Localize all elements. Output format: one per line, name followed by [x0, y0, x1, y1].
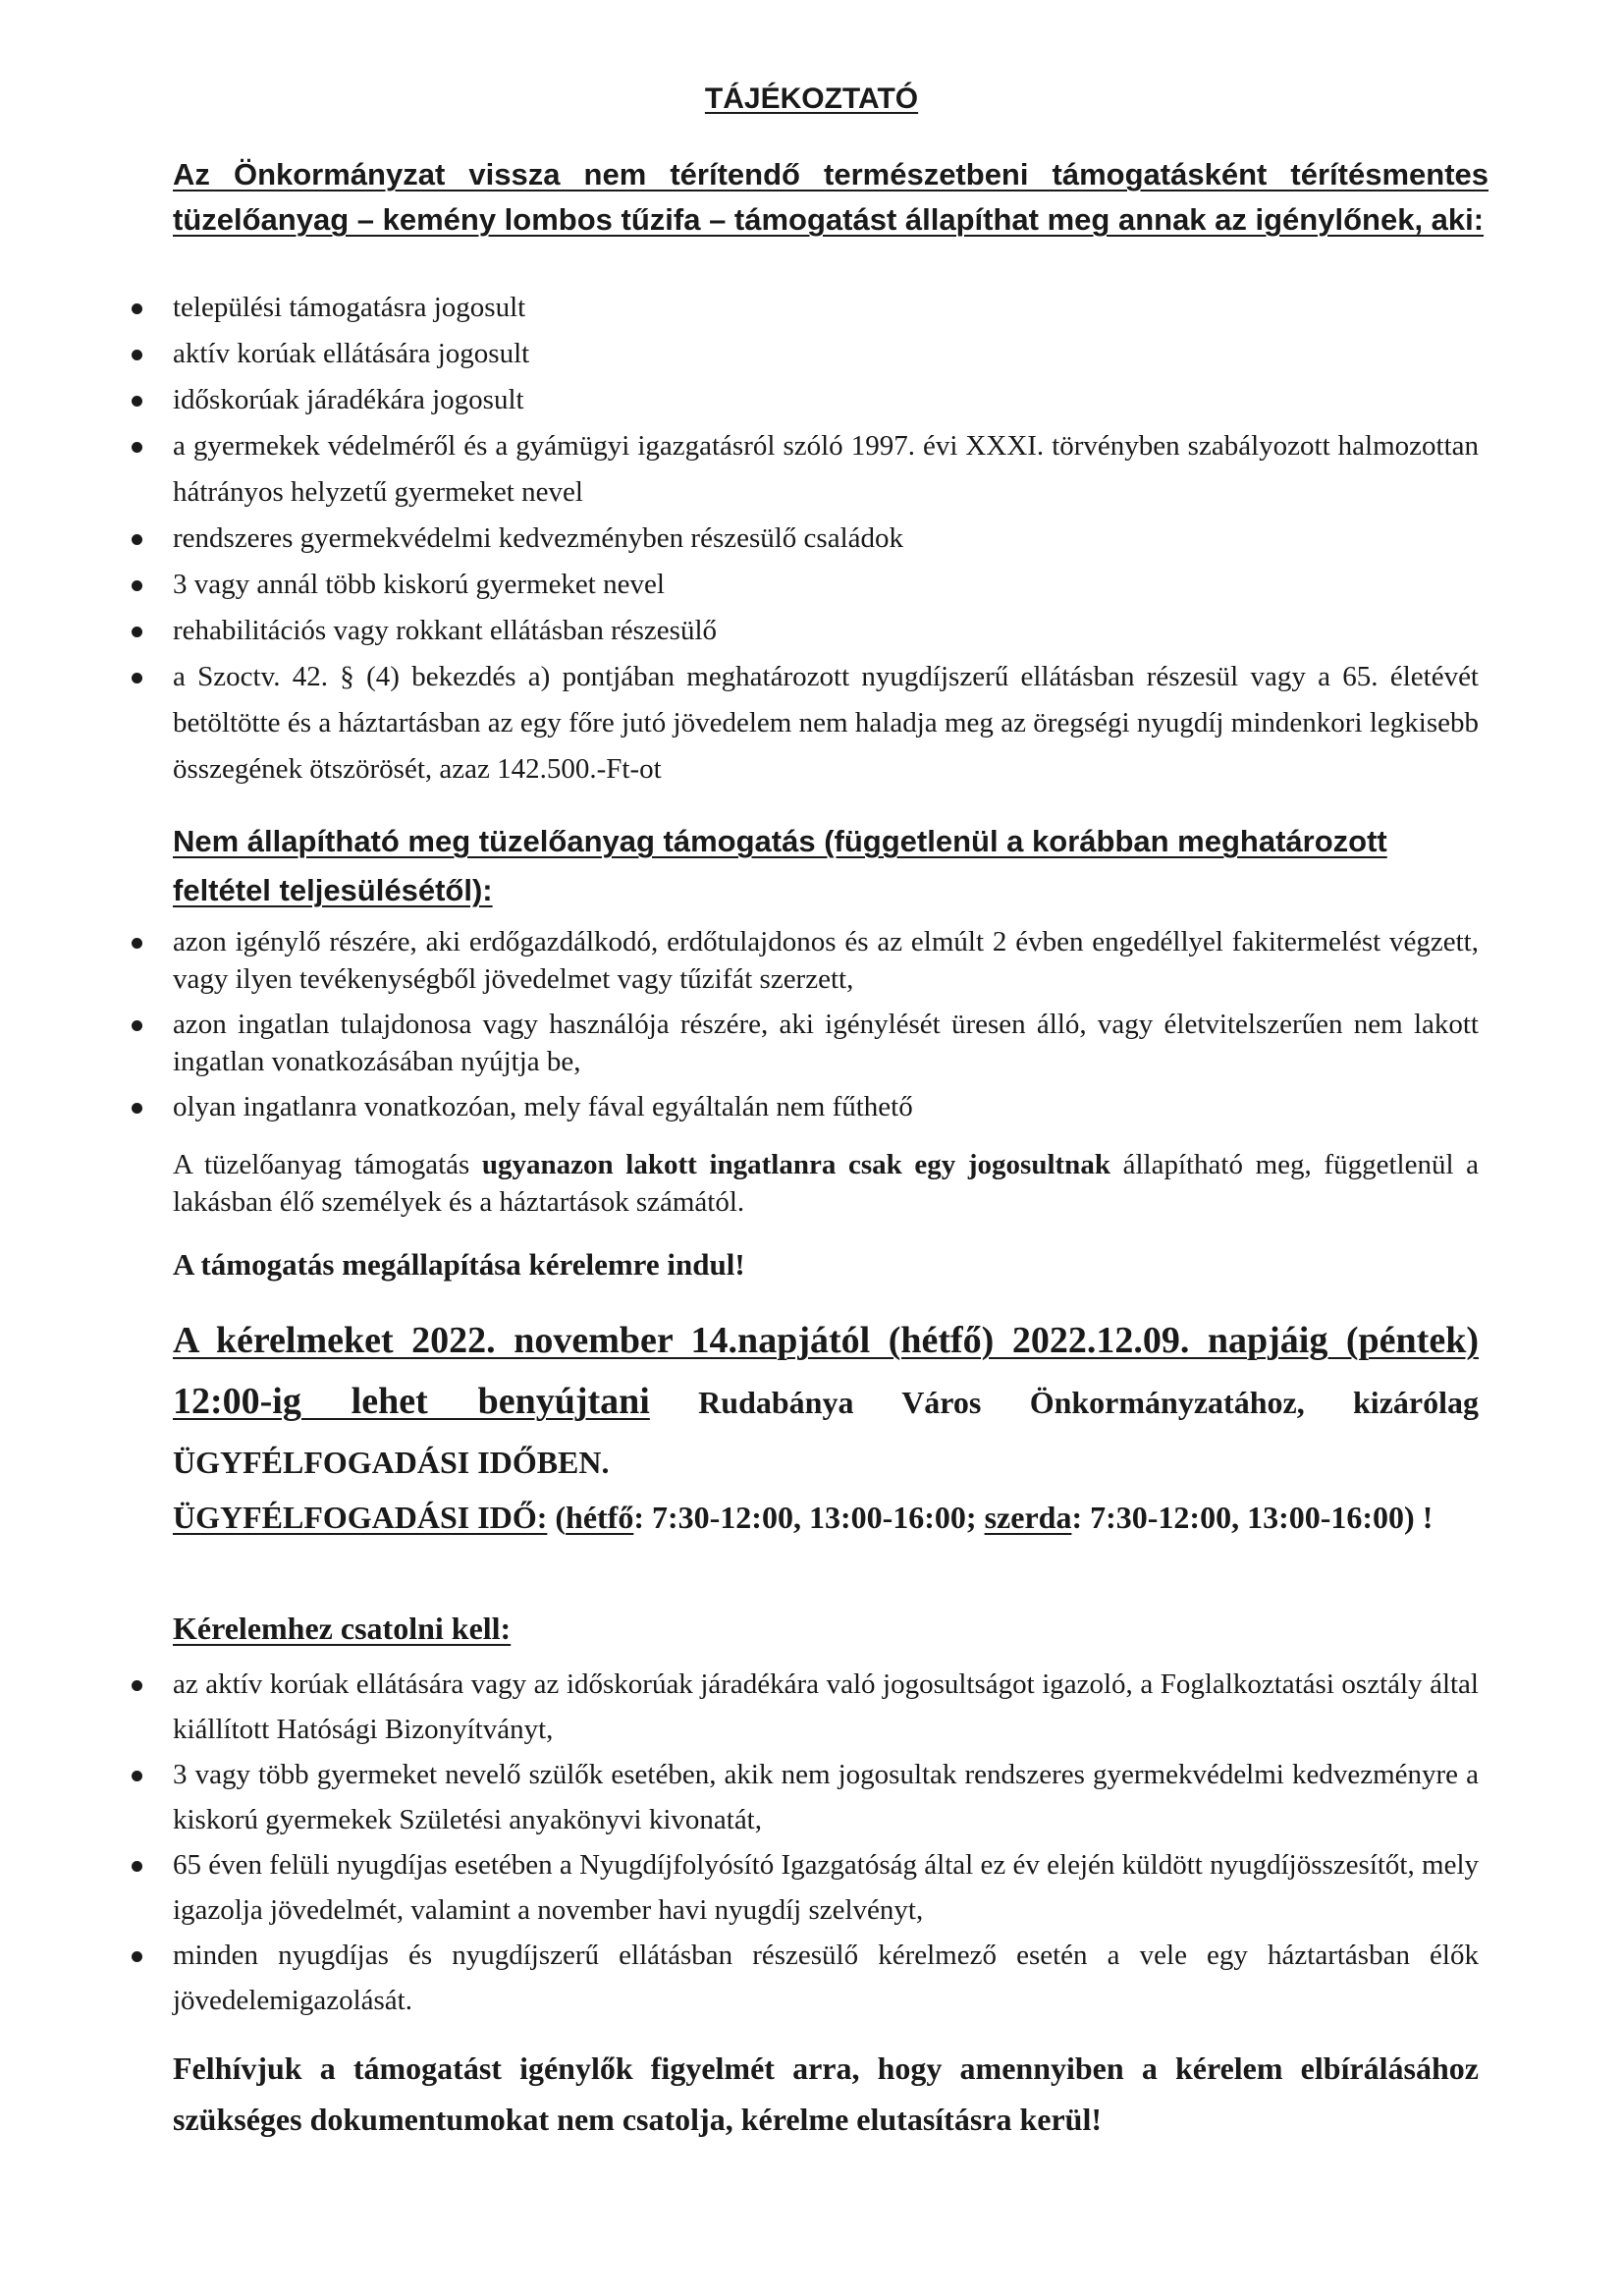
office-hours-day-monday: hétfő: [566, 1500, 634, 1535]
list-item: 3 vagy annál több kiskorú gyermeket nevel: [173, 562, 1479, 608]
deadline-place: Rudabánya Város Önkormányzatához, kizárólag ÜGYFÉLFOGADÁSI IDŐBEN.: [173, 1385, 1479, 1480]
office-hours-monday-times: : 7:30-12:00, 13:00-16:00;: [633, 1500, 985, 1535]
list-item: azon igénylő részére, aki erdőgazdálkodó, erdőtulajdonos és az elmúlt 2 évben engedéllyel fakitermelést végzett, vagy ilyen tevékenységből jövedelmet vagy tűzifát szerzett,: [173, 923, 1479, 998]
list-item: 65 éven felüli nyugdíjas esetében a Nyugdíjfolyósító Igazgatóság által ez év elején küldött nyugdíjösszesítőt, mely igazolja jövedelmét, valamint a november havi nyugdíj szelvényt,: [173, 1842, 1479, 1933]
attachments-list: [173, 1662, 1479, 2023]
office-hours: [173, 1491, 1479, 1544]
deadline-dates: A kérelmeket 2022. november 14.napjától (hétfő) 2022.12.09. napjáig (péntek) 12:00-ig lehet benyújtani: [173, 1320, 1479, 1422]
rule-text-bold: ugyanazon lakott ingatlanra csak egy jogosultnak: [481, 1149, 1110, 1180]
document-title: TÁJÉKOZTATÓ: [704, 82, 919, 115]
list-item: a Szoctv. 42. § (4) bekezdés a) pontjában meghatározott nyugdíjszerű ellátásban részesül vagy a 65. életévét betöltötte és a háztartásban az egy főre jutó jövedelem nem haladja meg az öregségi nyugdíj mindenkori legkisebb összegének ötszörösét, azaz 142.500.-Ft-ot: [173, 654, 1479, 793]
office-hours-paren: (: [547, 1500, 567, 1535]
list-item: 3 vagy több gyermeket nevelő szülők esetében, akik nem jogosultak rendszeres gyermekvédelmi kedvezményre a kiskorú gyermekek Születési anyakönyvi kivonatát,: [173, 1752, 1479, 1842]
start-notice: A támogatás megállapítása kérelemre indul!: [173, 1247, 745, 1282]
rule-text-before: A tüzelőanyag támogatás: [173, 1149, 482, 1180]
attachments-heading-text: Kérelemhez csatolni kell:: [173, 1611, 512, 1646]
exclusion-heading: [173, 817, 1488, 915]
list-item: rendszeres gyermekvédelmi kedvezményben részesülő családok: [173, 516, 1479, 562]
office-hours-wednesday-times: : 7:30-12:00, 13:00-16:00) !: [1071, 1500, 1434, 1535]
list-item: az aktív korúak ellátására vagy az időskorúak járadékára való jogosultságot igazoló, a Foglalkoztatási osztály által kiállított Hatósági Bizonyítványt,: [173, 1662, 1479, 1752]
rule-text-after: állapítható meg, függetlenül a lakásban élő személyek és a háztartások számától.: [173, 1149, 1480, 1218]
warning-notice: Felhívjuk a támogatást igénylők figyelmét arra, hogy amennyiben a kérelem elbírálásához szükséges dokumentumokat nem csatolja, kérelme elutasításra kerül!: [173, 2050, 1479, 2137]
eligible-list: [173, 285, 1479, 793]
attachments-heading: [173, 1611, 511, 1647]
list-item: aktív korúak ellátására jogosult: [173, 331, 1479, 377]
exclusion-list: [173, 923, 1479, 1133]
list-item: minden nyugdíjas és nyugdíjszerű ellátásban részesülő kérelmező esetén a vele egy háztartásban élők jövedelemigazolását.: [173, 1933, 1479, 2023]
list-item: települési támogatásra jogosult: [173, 285, 1479, 331]
office-hours-day-wednesday: szerda: [984, 1500, 1072, 1535]
intro-paragraph: [173, 152, 1488, 243]
list-item: időskorúak járadékára jogosult: [173, 377, 1479, 423]
deadline-notice: [173, 1314, 1479, 1496]
single-beneficiary-rule: [173, 1146, 1479, 1221]
list-item: a gyermekek védelméről és a gyámügyi igazgatásról szóló 1997. évi XXXI. törvényben szabályozott halmozottan hátrányos helyzetű gyermeket nevel: [173, 423, 1479, 516]
office-hours-label: ÜGYFÉLFOGADÁSI IDŐ:: [173, 1500, 548, 1535]
list-item: olyan ingatlanra vonatkozóan, mely fával egyáltalán nem fűthető: [173, 1088, 1479, 1125]
list-item: rehabilitációs vagy rokkant ellátásban részesülő: [173, 608, 1479, 654]
exclusion-heading-text: Nem állapítható meg tüzelőanyag támogatás (függetlenül a korábban meghatározott feltétel teljesülésétől):: [173, 824, 1387, 907]
list-item: azon ingatlan tulajdonosa vagy használója részére, aki igénylését üresen álló, vagy életvitelszerűen nem lakott ingatlan vonatkozásában nyújtja be,: [173, 1006, 1479, 1080]
intro-text: Az Önkormányzat vissza nem térítendő természetbeni támogatásként térítésmentes tüzelőanyag – kemény lombos tűzifa – támogatást állapíthat meg annak az igénylőnek, aki:: [173, 157, 1488, 237]
